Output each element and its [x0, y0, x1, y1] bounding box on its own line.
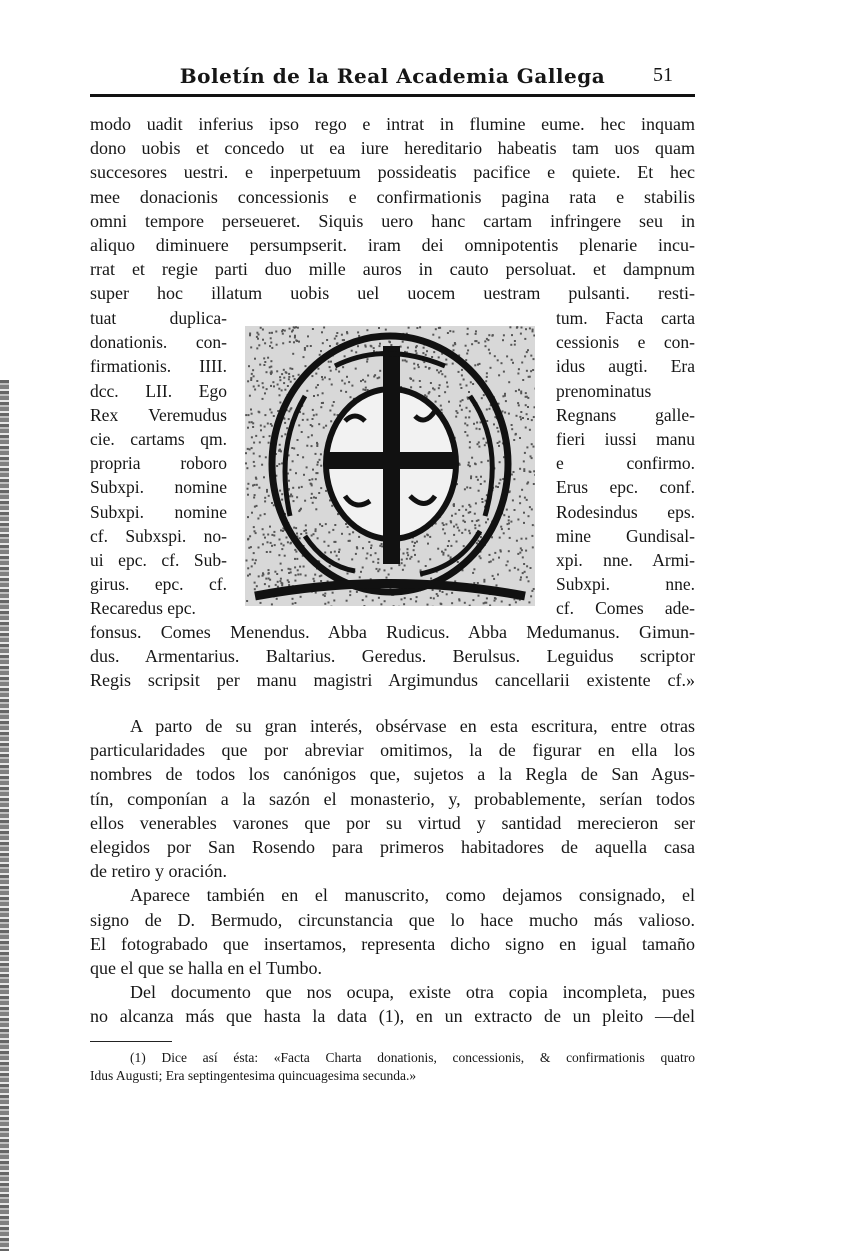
text-line: Del documento que nos ocupa, existe otra copia incompleta, pues [130, 982, 695, 1003]
text-line: no alcanza más que hasta la data (1), en un extracto de un pleito —del [90, 1006, 695, 1027]
text-line: nombres de todos los canónigos que, sujetos a la Regla de San Agus- [90, 764, 695, 785]
latin-text-left-column [90, 306, 227, 620]
royal-seal-image [245, 326, 535, 606]
text-line: Subxpi. nomine [90, 477, 227, 498]
text-line: xpi. nne. Armi- [556, 549, 695, 570]
scan-binding-edge [0, 380, 9, 1251]
text-line: dcc. LII. Ego [90, 380, 227, 401]
text-line: (1) Dice así ésta: «Facta Charta donationis, concessionis, & confirmationis quatro [130, 1050, 695, 1065]
page-number: 51 [653, 64, 673, 86]
text-line: Regnans galle- [556, 404, 695, 425]
footnote [90, 1049, 695, 1085]
text-line: cf. Comes ade- [556, 598, 695, 619]
text-line: Recaredus epc. [90, 598, 196, 619]
text-line: que el que se halla en el Tumbo. [90, 957, 322, 978]
latin-text-top [90, 112, 695, 306]
text-line: cf. Subxspi. no- [90, 525, 227, 546]
text-line: A parto de su gran interés, obsérvase en esta escritura, entre otras [130, 716, 695, 736]
text-line: Erus epc. conf. [556, 477, 695, 498]
text-line: de retiro y oración. [90, 861, 227, 882]
text-line: dus. Armentarius. Baltarius. Geredus. Berulsus. Leguidus scriptor [90, 646, 695, 667]
text-line: tuat duplica- [90, 308, 227, 328]
text-line: Aparece también en el manuscrito, como dejamos consignado, el [130, 885, 695, 906]
latin-text-right-column [556, 306, 695, 620]
text-line: cie. cartams qm. [90, 428, 227, 449]
text-line: particularidades que por abreviar omitimos, la de figurar en ella los [90, 740, 695, 761]
text-line: fieri iussi manu [556, 428, 695, 449]
text-line: propria roboro [90, 453, 227, 474]
header-rule [90, 94, 695, 97]
commentary-paragraphs [90, 714, 695, 1028]
text-line: omni tempore perseueret. Siquis uero hanc cartam infringere seu in [90, 210, 695, 231]
text-line: dono uobis et concedo ut ea iure hereditario habeatis tam uos quam [90, 138, 695, 159]
text-line: elegidos por San Rosendo para primeros habitadores de aquella casa [90, 836, 695, 857]
text-line: cessionis e con- [556, 332, 695, 353]
text-line: tum. Facta carta [556, 308, 695, 328]
text-line: Regis scripsit per manu magistri Argimundus cancellarii existente cf.» [90, 670, 695, 691]
text-line: idus augti. Era [556, 356, 695, 377]
text-line: Rodesindus eps. [556, 501, 695, 522]
text-line: Rex Veremudus [90, 404, 227, 425]
text-line: rrat et regie parti duo mille auros in cauto persoluat. et dampnum [90, 259, 695, 280]
text-line: fonsus. Comes Menendus. Abba Rudicus. Abba Medumanus. Gimun- [90, 622, 695, 642]
running-title: Boletín de la Real Academia Gallega [179, 64, 606, 88]
text-line: mee donacionis concessionis e confirmationis pagina rata e stabilis [90, 186, 695, 207]
footnote-rule [90, 1041, 172, 1042]
text-line: super hoc illatum uobis uel uocem uestram pulsanti. resti- [90, 283, 695, 304]
text-line: e confirmo. [556, 453, 695, 474]
text-line: tín, componían a la sazón el monasterio, y, probablemente, serían todos [90, 788, 695, 809]
latin-text-bottom [90, 620, 695, 693]
text-line: firmationis. IIII. [90, 356, 227, 377]
running-header [90, 60, 695, 92]
text-line: ellos venerables varones que por su virtud y santidad merecieron ser [90, 812, 695, 833]
text-line: modo uadit inferius ipso rego e intrat in flumine eume. hec inquam [90, 114, 695, 134]
text-line: ui epc. cf. Sub- [90, 549, 227, 570]
text-line: prenominatus [556, 380, 652, 401]
text-line: mine Gundisal- [556, 525, 695, 546]
text-line: succesores uestri. e inperpetuum possideatis pacifice e quiete. Et hec [90, 162, 695, 183]
text-line: girus. epc. cf. [90, 574, 227, 595]
text-line: Idus Augusti; Era septingentesima quincuagesima secunda.» [90, 1068, 417, 1083]
text-line: Subxpi. nne. [556, 574, 695, 595]
text-line: aliquo diminuere persumpserit. iram dei omnipotentis plenarie incu- [90, 234, 695, 255]
text-line: El fotograbado que insertamos, representa dicho signo en igual tamaño [90, 933, 695, 954]
text-line: donationis. con- [90, 332, 227, 353]
text-line: signo de D. Bermudo, circunstancia que lo hace mucho más valioso. [90, 909, 695, 930]
text-line: Subxpi. nomine [90, 501, 227, 522]
